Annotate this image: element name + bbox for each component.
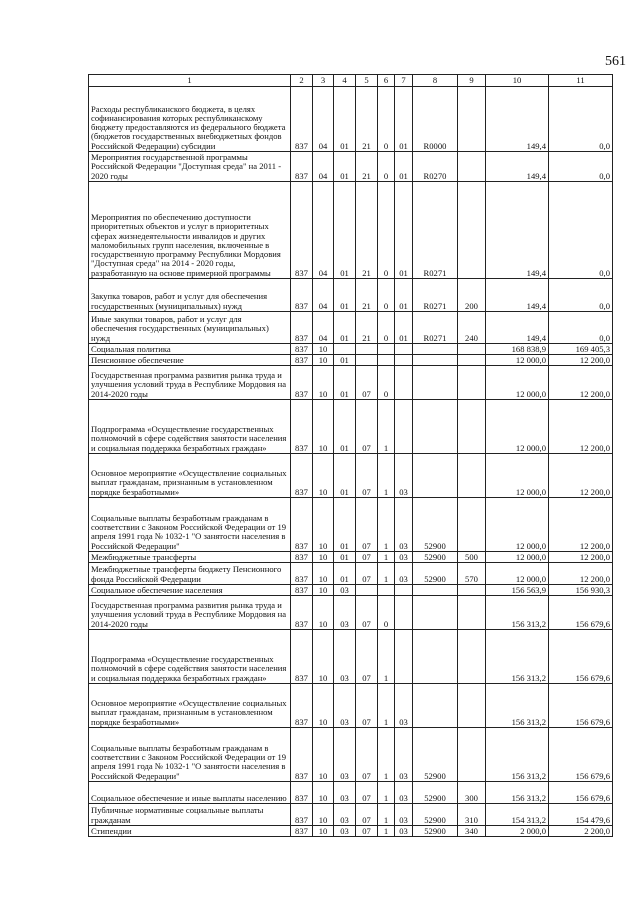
direction-code: 52900: [413, 552, 458, 563]
amount-year-2: 156 679,6: [549, 684, 613, 728]
subsection-code: 03: [334, 684, 356, 728]
section-code: 04: [313, 279, 334, 312]
row-name: Социальная политика: [89, 344, 291, 355]
expense-type-code: 300: [458, 782, 486, 804]
subprogram-code: 1: [378, 684, 395, 728]
subsection-code: 01: [334, 87, 356, 152]
section-code: 10: [313, 596, 334, 630]
subsection-code: 03: [334, 585, 356, 596]
column-header: 5: [356, 75, 378, 87]
ministry-code: 837: [291, 728, 313, 782]
ministry-code: 837: [291, 630, 313, 684]
ministry-code: 837: [291, 596, 313, 630]
expense-type-code: 340: [458, 826, 486, 837]
ministry-code: 837: [291, 312, 313, 344]
ministry-code: 837: [291, 782, 313, 804]
ministry-code: 837: [291, 585, 313, 596]
row-name: Социальные выплаты безработным гражданам в соответствии с Законом Российской Федерации от 19 апреля 1991 года № 1032-1 "О занятости населения в Российской Федерации": [89, 728, 291, 782]
expense-type-code: [458, 684, 486, 728]
activity-code: [395, 355, 413, 366]
amount-year-2: 156 679,6: [549, 596, 613, 630]
activity-code: 01: [395, 182, 413, 279]
subsection-code: 01: [334, 400, 356, 454]
amount-year-1: 12 000,0: [486, 400, 549, 454]
subprogram-code: 0: [378, 312, 395, 344]
expense-type-code: [458, 400, 486, 454]
ministry-code: 837: [291, 684, 313, 728]
program-code: 07: [356, 804, 378, 826]
column-header: 3: [313, 75, 334, 87]
activity-code: 03: [395, 782, 413, 804]
ministry-code: 837: [291, 152, 313, 182]
subsection-code: 01: [334, 279, 356, 312]
ministry-code: 837: [291, 804, 313, 826]
amount-year-2: 0,0: [549, 152, 613, 182]
table-row: [89, 498, 613, 552]
subsection-code: 01: [334, 552, 356, 563]
program-code: 07: [356, 498, 378, 552]
subsection-code: 01: [334, 355, 356, 366]
amount-year-1: 12 000,0: [486, 563, 549, 585]
amount-year-2: 12 200,0: [549, 400, 613, 454]
row-name: Публичные нормативные социальные выплаты гражданам: [89, 804, 291, 826]
subsection-code: 01: [334, 366, 356, 400]
amount-year-1: 2 000,0: [486, 826, 549, 837]
table-row: [89, 366, 613, 400]
subprogram-code: 0: [378, 596, 395, 630]
ministry-code: 837: [291, 563, 313, 585]
column-header: 2: [291, 75, 313, 87]
expense-type-code: [458, 355, 486, 366]
activity-code: 01: [395, 312, 413, 344]
direction-code: [413, 400, 458, 454]
row-name: Социальное обеспечение населения: [89, 585, 291, 596]
subprogram-code: 1: [378, 630, 395, 684]
subprogram-code: 1: [378, 728, 395, 782]
expense-type-code: [458, 728, 486, 782]
section-code: 04: [313, 152, 334, 182]
ministry-code: 837: [291, 498, 313, 552]
direction-code: 52900: [413, 804, 458, 826]
column-header: 4: [334, 75, 356, 87]
direction-code: [413, 344, 458, 355]
table-row: [89, 152, 613, 182]
row-name: Основное мероприятие «Осуществление социальных выплат гражданам, признанным в установленном порядке безработными»: [89, 684, 291, 728]
direction-code: [413, 585, 458, 596]
activity-code: 03: [395, 552, 413, 563]
amount-year-2: 12 200,0: [549, 498, 613, 552]
program-code: 07: [356, 596, 378, 630]
amount-year-1: 12 000,0: [486, 552, 549, 563]
subprogram-code: [378, 344, 395, 355]
table-row: [89, 630, 613, 684]
activity-code: 03: [395, 728, 413, 782]
amount-year-1: 12 000,0: [486, 498, 549, 552]
table-row: [89, 279, 613, 312]
activity-code: 03: [395, 804, 413, 826]
amount-year-2: 12 200,0: [549, 563, 613, 585]
expense-type-code: [458, 366, 486, 400]
section-code: 04: [313, 87, 334, 152]
table-row: [89, 563, 613, 585]
activity-code: [395, 366, 413, 400]
ministry-code: 837: [291, 552, 313, 563]
ministry-code: 837: [291, 87, 313, 152]
subprogram-code: [378, 585, 395, 596]
table-row: [89, 355, 613, 366]
table-row: [89, 87, 613, 152]
activity-code: [395, 630, 413, 684]
program-code: [356, 585, 378, 596]
row-name: Государственная программа развития рынка труда и улучшения условий труда в Республике Мордовия на 2014-2020 годы: [89, 596, 291, 630]
table-row: [89, 182, 613, 279]
amount-year-1: 154 313,2: [486, 804, 549, 826]
subsection-code: 03: [334, 826, 356, 837]
table-header-row: [89, 75, 613, 87]
program-code: 07: [356, 684, 378, 728]
subsection-code: 03: [334, 782, 356, 804]
amount-year-1: 156 313,2: [486, 684, 549, 728]
direction-code: 52900: [413, 563, 458, 585]
subprogram-code: 1: [378, 782, 395, 804]
amount-year-1: 12 000,0: [486, 366, 549, 400]
activity-code: 03: [395, 454, 413, 498]
section-code: 10: [313, 355, 334, 366]
row-name: Подпрограмма «Осуществление государственных полномочий в сфере содействия занятости населения и социальная поддержка безработных граждан»: [89, 630, 291, 684]
activity-code: [395, 344, 413, 355]
section-code: 10: [313, 400, 334, 454]
activity-code: 01: [395, 279, 413, 312]
subsection-code: 01: [334, 312, 356, 344]
table-row: [89, 728, 613, 782]
row-name: Межбюджетные трансферты бюджету Пенсионного фонда Российской Федерации: [89, 563, 291, 585]
subprogram-code: 1: [378, 804, 395, 826]
amount-year-1: 12 000,0: [486, 454, 549, 498]
subprogram-code: 0: [378, 182, 395, 279]
program-code: 07: [356, 630, 378, 684]
program-code: 07: [356, 826, 378, 837]
row-name: Межбюджетные трансферты: [89, 552, 291, 563]
amount-year-2: 0,0: [549, 182, 613, 279]
amount-year-2: 156 679,6: [549, 630, 613, 684]
program-code: 07: [356, 366, 378, 400]
expense-type-code: [458, 630, 486, 684]
section-code: 10: [313, 552, 334, 563]
activity-code: [395, 400, 413, 454]
direction-code: 52900: [413, 728, 458, 782]
table-row: [89, 782, 613, 804]
table-row: [89, 312, 613, 344]
direction-code: [413, 366, 458, 400]
expense-type-code: [458, 498, 486, 552]
row-name: Мероприятия государственной программы Российской Федерации "Доступная среда" на 2011 - 2020 годы: [89, 152, 291, 182]
amount-year-1: 149,4: [486, 182, 549, 279]
table-row: [89, 826, 613, 837]
amount-year-2: 154 479,6: [549, 804, 613, 826]
expense-type-code: [458, 344, 486, 355]
program-code: 07: [356, 454, 378, 498]
section-code: 10: [313, 826, 334, 837]
expense-type-code: [458, 182, 486, 279]
direction-code: 52900: [413, 826, 458, 837]
direction-code: R0271: [413, 279, 458, 312]
ministry-code: 837: [291, 279, 313, 312]
program-code: 21: [356, 182, 378, 279]
subsection-code: 01: [334, 182, 356, 279]
table-body: [89, 87, 613, 837]
direction-code: R0000: [413, 87, 458, 152]
program-code: 07: [356, 563, 378, 585]
subsection-code: 03: [334, 630, 356, 684]
section-code: 10: [313, 498, 334, 552]
amount-year-2: 156 679,6: [549, 728, 613, 782]
amount-year-2: 156 930,3: [549, 585, 613, 596]
subprogram-code: 1: [378, 552, 395, 563]
subprogram-code: 1: [378, 400, 395, 454]
column-header: 1: [89, 75, 291, 87]
ministry-code: 837: [291, 355, 313, 366]
amount-year-2: 12 200,0: [549, 355, 613, 366]
section-code: 10: [313, 782, 334, 804]
program-code: 07: [356, 552, 378, 563]
program-code: [356, 355, 378, 366]
table-row: [89, 400, 613, 454]
activity-code: 03: [395, 684, 413, 728]
subsection-code: 01: [334, 152, 356, 182]
subsection-code: 03: [334, 804, 356, 826]
column-header: 6: [378, 75, 395, 87]
amount-year-1: 156 313,2: [486, 782, 549, 804]
subprogram-code: 1: [378, 826, 395, 837]
activity-code: 03: [395, 563, 413, 585]
amount-year-1: 156 563,9: [486, 585, 549, 596]
amount-year-2: 0,0: [549, 87, 613, 152]
expense-type-code: [458, 454, 486, 498]
expense-type-code: [458, 152, 486, 182]
subprogram-code: 1: [378, 454, 395, 498]
row-name: Социальные выплаты безработным гражданам в соответствии с Законом Российской Федерации от 19 апреля 1991 года № 1032-1 "О занятости населения в Российской Федерации": [89, 498, 291, 552]
row-name: Пенсионное обеспечение: [89, 355, 291, 366]
table-row: [89, 454, 613, 498]
table-row: [89, 596, 613, 630]
activity-code: [395, 596, 413, 630]
section-code: 10: [313, 344, 334, 355]
direction-code: 52900: [413, 498, 458, 552]
column-header: 9: [458, 75, 486, 87]
direction-code: [413, 454, 458, 498]
amount-year-1: 156 313,2: [486, 596, 549, 630]
row-name: Подпрограмма «Осуществление государственных полномочий в сфере содействия занятости населения и социальная поддержка безработных граждан»: [89, 400, 291, 454]
row-name: Государственная программа развития рынка труда и улучшения условий труда в Республике Мордовия на 2014-2020 годы: [89, 366, 291, 400]
section-code: 10: [313, 366, 334, 400]
expense-type-code: 310: [458, 804, 486, 826]
expense-type-code: [458, 87, 486, 152]
program-code: [356, 344, 378, 355]
amount-year-1: 12 000,0: [486, 355, 549, 366]
direction-code: R0270: [413, 152, 458, 182]
section-code: 10: [313, 684, 334, 728]
amount-year-2: 156 679,6: [549, 782, 613, 804]
amount-year-2: 12 200,0: [549, 454, 613, 498]
amount-year-2: 169 405,3: [549, 344, 613, 355]
subsection-code: 01: [334, 454, 356, 498]
expense-type-code: [458, 596, 486, 630]
row-name: Расходы республиканского бюджета, в целях софинансирования которых республиканскому бюджету предоставляются из федерального бюджета (бюджетов государственных внебюджетных фондов Российской Федерации) субсидии: [89, 87, 291, 152]
table-row: [89, 552, 613, 563]
amount-year-2: 12 200,0: [549, 366, 613, 400]
ministry-code: 837: [291, 366, 313, 400]
amount-year-1: 149,4: [486, 152, 549, 182]
row-name: Социальное обеспечение и иные выплаты населению: [89, 782, 291, 804]
program-code: 21: [356, 279, 378, 312]
row-name: Основное мероприятие «Осуществление социальных выплат гражданам, признанным в установленном порядке безработными»: [89, 454, 291, 498]
expense-type-code: 500: [458, 552, 486, 563]
ministry-code: 837: [291, 344, 313, 355]
table-row: [89, 684, 613, 728]
ministry-code: 837: [291, 182, 313, 279]
amount-year-1: 156 313,2: [486, 630, 549, 684]
subprogram-code: 1: [378, 498, 395, 552]
column-header: 11: [549, 75, 613, 87]
expense-type-code: 200: [458, 279, 486, 312]
section-code: 04: [313, 312, 334, 344]
activity-code: 01: [395, 152, 413, 182]
program-code: 21: [356, 152, 378, 182]
amount-year-1: 149,4: [486, 312, 549, 344]
subprogram-code: [378, 355, 395, 366]
section-code: 10: [313, 585, 334, 596]
amount-year-1: 156 313,2: [486, 728, 549, 782]
amount-year-1: 149,4: [486, 87, 549, 152]
subsection-code: 01: [334, 563, 356, 585]
column-header: 7: [395, 75, 413, 87]
expense-type-code: 240: [458, 312, 486, 344]
program-code: 07: [356, 728, 378, 782]
ministry-code: 837: [291, 454, 313, 498]
expense-type-code: [458, 585, 486, 596]
amount-year-2: 2 200,0: [549, 826, 613, 837]
ministry-code: 837: [291, 400, 313, 454]
subprogram-code: 1: [378, 563, 395, 585]
section-code: 10: [313, 563, 334, 585]
subprogram-code: 0: [378, 152, 395, 182]
activity-code: 03: [395, 498, 413, 552]
section-code: 10: [313, 728, 334, 782]
amount-year-1: 149,4: [486, 279, 549, 312]
subsection-code: 03: [334, 596, 356, 630]
subsection-code: [334, 344, 356, 355]
subprogram-code: 0: [378, 279, 395, 312]
section-code: 10: [313, 630, 334, 684]
subsection-code: 01: [334, 498, 356, 552]
program-code: 07: [356, 400, 378, 454]
row-name: Закупка товаров, работ и услуг для обеспечения государственных (муниципальных) нужд: [89, 279, 291, 312]
amount-year-2: 0,0: [549, 279, 613, 312]
program-code: 07: [356, 782, 378, 804]
subsection-code: 03: [334, 728, 356, 782]
direction-code: [413, 630, 458, 684]
ministry-code: 837: [291, 826, 313, 837]
direction-code: 52900: [413, 782, 458, 804]
table-row: [89, 585, 613, 596]
direction-code: R0271: [413, 312, 458, 344]
program-code: 21: [356, 312, 378, 344]
section-code: 10: [313, 804, 334, 826]
table-row: [89, 804, 613, 826]
amount-year-2: 0,0: [549, 312, 613, 344]
activity-code: 01: [395, 87, 413, 152]
table-row: [89, 344, 613, 355]
activity-code: 03: [395, 826, 413, 837]
program-code: 21: [356, 87, 378, 152]
activity-code: [395, 585, 413, 596]
amount-year-2: 12 200,0: [549, 552, 613, 563]
column-header: 8: [413, 75, 458, 87]
subprogram-code: 0: [378, 366, 395, 400]
amount-year-1: 168 838,9: [486, 344, 549, 355]
row-name: Стипендии: [89, 826, 291, 837]
direction-code: [413, 355, 458, 366]
section-code: 04: [313, 182, 334, 279]
budget-table: [88, 74, 613, 837]
direction-code: [413, 684, 458, 728]
section-code: 10: [313, 454, 334, 498]
row-name: Мероприятия по обеспечению доступности приоритетных объектов и услуг в приоритетных сферах жизнедеятельности инвалидов и других маломобильных групп населения, включенные в государственную программу Республики Мордовия "Доступная среда" на 2014 - 2020 годы, разработанную на основе примерной программы: [89, 182, 291, 279]
row-name: Иные закупки товаров, работ и услуг для обеспечения государственных (муниципальных) нужд: [89, 312, 291, 344]
expense-type-code: 570: [458, 563, 486, 585]
column-header: 10: [486, 75, 549, 87]
page-number: 561: [605, 54, 626, 69]
subprogram-code: 0: [378, 87, 395, 152]
direction-code: R0271: [413, 182, 458, 279]
direction-code: [413, 596, 458, 630]
